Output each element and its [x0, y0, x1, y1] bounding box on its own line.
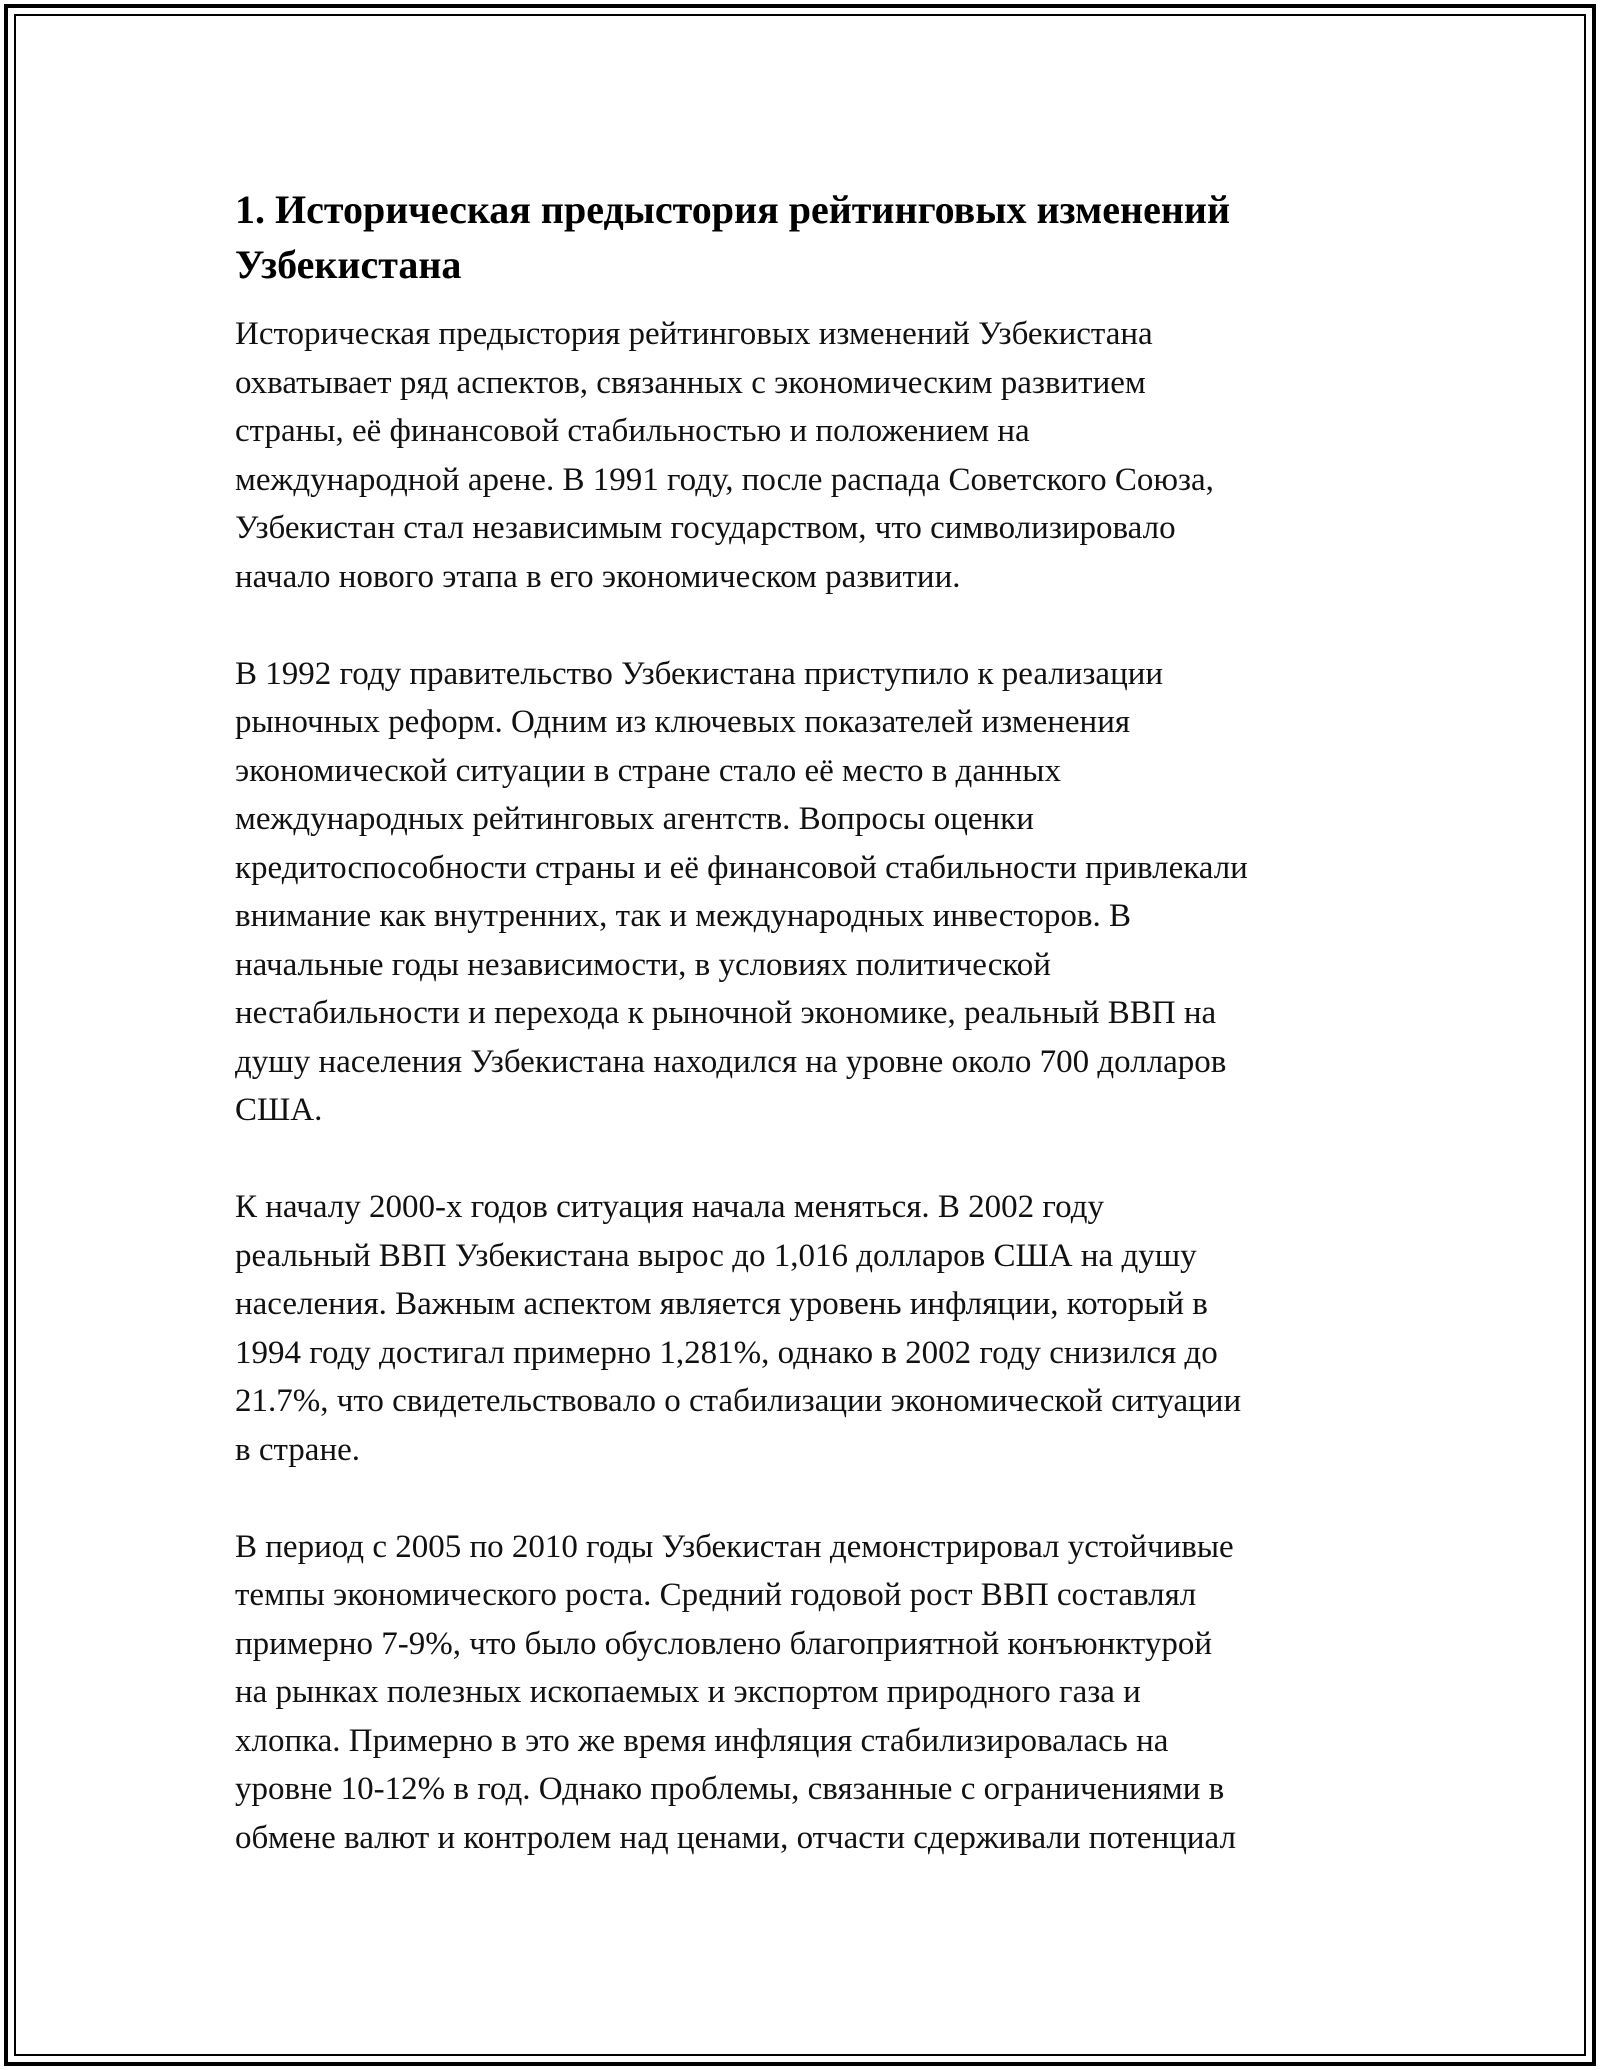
- text-line: США.: [235, 1092, 323, 1128]
- text-line: начало нового этапа в его экономическом развитии.: [235, 558, 961, 595]
- text-line: темпы экономического роста. Средний годовой рост ВВП составлял: [235, 1577, 1197, 1613]
- text-line: обмене валют и контролем над ценами, отчасти сдерживали потенциал: [235, 1819, 1236, 1856]
- paragraph-1: [235, 310, 1385, 601]
- text-line: страны, её финансовой стабильностью и положением на: [235, 413, 1030, 449]
- text-line: населения. Важным аспектом является уровень инфляции, который в: [235, 1286, 1208, 1322]
- section-heading: [235, 182, 1385, 292]
- text-line: внимание как внутренних, так и международных инвесторов. В: [235, 898, 1131, 934]
- heading-line: Узбекистана: [235, 242, 462, 287]
- text-line: В 1992 году правительство Узбекистана приступило к реализации: [235, 655, 1164, 692]
- text-line: хлопка. Примерно в это же время инфляция стабилизировалась на: [235, 1722, 1169, 1759]
- text-line: международных рейтинговых агентств. Вопросы оценки: [235, 801, 1034, 837]
- paragraph-2: [235, 650, 1385, 1135]
- text-line: рыночных реформ. Одним из ключевых показателей изменения: [235, 704, 1131, 740]
- text-line: экономической ситуации в стране стало её место в данных: [235, 752, 1061, 789]
- text-line: в стране.: [235, 1431, 361, 1468]
- text-line: Узбекистан стал независимым государством, что символизировало: [235, 510, 1176, 546]
- text-line: охватывает ряд аспектов, связанных с экономическим развитием: [235, 364, 1146, 401]
- text-line: В период с 2005 по 2010 годы Узбекистан демонстрировал устойчивые: [235, 1528, 1234, 1565]
- text-line: К началу 2000-х годов ситуация начала меняться. В 2002 году: [235, 1189, 1104, 1225]
- text-line: кредитоспособности страны и её финансовой стабильности привлекали: [235, 849, 1248, 886]
- text-line: примерно 7-9%, что было обусловлено благоприятной конъюнктурой: [235, 1625, 1212, 1662]
- text-line: на рынках полезных ископаемых и экспортом природного газа и: [235, 1674, 1141, 1710]
- document-body: [235, 182, 1385, 1911]
- paragraph-3: [235, 1183, 1385, 1474]
- text-line: 1994 году достигал примерно 1,281%, однако в 2002 году снизился до: [235, 1334, 1218, 1371]
- text-line: начальные годы независимости, в условиях политической: [235, 946, 1051, 983]
- text-line: международной арене. В 1991 году, после распада Советского Союза,: [235, 461, 1214, 498]
- text-line: реальный ВВП Узбекистана вырос до 1,016 долларов США на душу: [235, 1237, 1197, 1274]
- text-line: уровне 10-12% в год. Однако проблемы, связанные с ограничениями в: [235, 1771, 1225, 1807]
- text-line: душу населения Узбекистана находился на уровне около 700 долларов: [235, 1043, 1227, 1080]
- paragraph-4: [235, 1523, 1385, 1863]
- text-line: 21.7%, что свидетельствовало о стабилизации экономической ситуации: [235, 1383, 1242, 1419]
- text-line: Историческая предыстория рейтинговых изменений Узбекистана: [235, 316, 1153, 352]
- text-line: нестабильности и перехода к рыночной экономике, реальный ВВП на: [235, 995, 1217, 1031]
- heading-line: 1. Историческая предыстория рейтинговых изменений: [235, 187, 1230, 232]
